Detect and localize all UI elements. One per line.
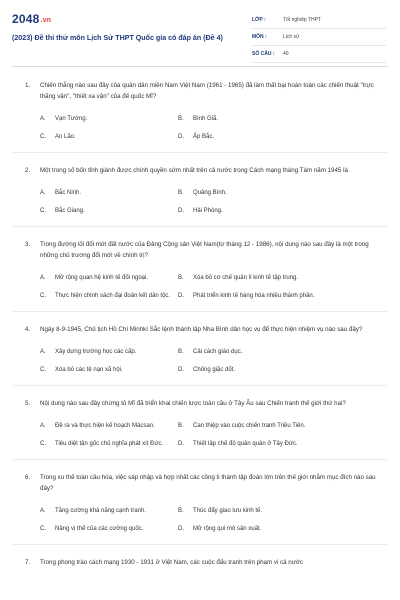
question-divider — [12, 152, 388, 153]
option-text: Tiêu diệt tận gốc chủ nghĩa phát xít Đức. — [55, 441, 164, 447]
question-number: 1. — [25, 82, 31, 89]
question-number: 5. — [25, 400, 31, 407]
question-text: Trong phong trào cách mạng 1930 - 1931 ở Việt Nam, các cuộc đấu tranh trên phạm vi cả nước — [40, 559, 303, 566]
answer-options — [0, 184, 400, 220]
option-text: Tăng cường khả năng cạnh tranh. — [55, 508, 147, 514]
answer-option[interactable] — [0, 361, 172, 379]
question-item — [0, 324, 400, 386]
question-item — [0, 80, 400, 153]
option-text: Xây dựng trường học các cấp. — [55, 349, 137, 355]
question-number: 2. — [25, 167, 31, 174]
option-letter: B. — [178, 275, 184, 281]
answer-option[interactable] — [0, 520, 172, 538]
meta-key: SỐ CÂU : — [252, 51, 275, 57]
option-letter: D. — [178, 441, 184, 447]
answer-option[interactable] — [172, 110, 344, 128]
question-stem — [0, 80, 400, 102]
answer-option[interactable] — [0, 502, 172, 520]
answer-option[interactable] — [172, 417, 344, 435]
option-letter: D. — [178, 293, 184, 299]
question-item — [0, 165, 400, 227]
meta-key: LỚP : — [252, 17, 266, 23]
meta-key: MÔN : — [252, 34, 267, 40]
site-logo[interactable] — [12, 12, 51, 26]
answer-options — [0, 110, 400, 146]
option-text: Đề ra và thực hiện kế hoạch Mácsan. — [55, 423, 155, 429]
answer-option[interactable] — [172, 202, 344, 220]
option-letter: C. — [40, 441, 46, 447]
option-text: Xóa bỏ cơ chế quản lí kinh tế tập trung. — [193, 275, 299, 281]
option-text: Mở rộng quan hệ kinh tế đối ngoại. — [55, 275, 148, 281]
answer-option[interactable] — [0, 343, 172, 361]
option-letter: C. — [40, 367, 46, 373]
option-letter: B. — [178, 423, 184, 429]
option-letter: B. — [178, 116, 184, 122]
question-text: Chiến thắng nào sau đây của quân dân miền Nam Việt Nam (1961 - 1965) đã làm thất bại hoàn toàn các chiến thuật "trực thăng vận", "thiết xa vận" của đế quốc Mĩ? — [40, 82, 374, 100]
option-text: Chống giặc dốt. — [193, 367, 236, 373]
question-list — [0, 80, 400, 580]
answer-option[interactable] — [172, 184, 344, 202]
option-letter: D. — [178, 134, 184, 140]
option-letter: B. — [178, 349, 184, 355]
option-letter: B. — [178, 508, 184, 514]
option-text: Bắc Giang. — [55, 208, 85, 214]
question-stem — [0, 324, 400, 335]
option-letter: A. — [40, 275, 46, 281]
page-title: (2023) Đề thi thử môn Lịch Sử THPT Quốc gia có đáp án (Đề 4) — [12, 34, 223, 42]
option-letter: C. — [40, 526, 46, 532]
option-text: An Lão. — [55, 134, 76, 140]
option-text: Bắc Ninh. — [55, 190, 82, 196]
answer-option[interactable] — [0, 417, 172, 435]
question-divider — [12, 459, 388, 460]
question-text: Trong xu thế toàn cầu hóa, việc sáp nhập và hợp nhất các công ti thành tập đoàn lớn trên thế giới nhằm mục đích nào sau đây? — [40, 474, 376, 492]
meta-value: 40 — [283, 51, 289, 57]
option-letter: A. — [40, 423, 46, 429]
question-item — [0, 472, 400, 545]
question-item — [0, 239, 400, 312]
logo-text: 2048 — [12, 12, 40, 26]
option-text: Bình Giã. — [193, 116, 219, 122]
question-stem — [0, 165, 400, 176]
answer-option[interactable] — [172, 361, 344, 379]
question-text: Nội dung nào sau đây chứng tỏ Mĩ đã triển khai chiến lược toàn cầu ở Tây Âu sau Chiến tranh thế giới thứ hai? — [40, 400, 346, 407]
meta-value: Tốt nghiệp THPT — [283, 17, 321, 23]
meta-row-class — [252, 12, 386, 29]
option-text: Mở rộng qui mô sản xuất. — [193, 526, 262, 532]
option-text: Ấp Bắc. — [193, 134, 215, 140]
question-divider — [12, 544, 388, 545]
option-letter: D. — [178, 367, 184, 373]
option-letter: C. — [40, 293, 46, 299]
option-text: Thúc đẩy giao lưu kinh tế. — [193, 508, 263, 514]
question-item — [0, 398, 400, 460]
question-divider — [12, 385, 388, 386]
option-letter: A. — [40, 116, 46, 122]
option-text: Nâng vị thế của các cường quốc. — [55, 526, 144, 532]
question-text: Một trong số bốn tỉnh giành được chính quyền sớm nhất trên cả nước trong Cách mạng tháng Tám năm 1945 là — [40, 167, 348, 174]
question-divider — [12, 226, 388, 227]
header-divider — [12, 66, 388, 67]
option-text: Xóa bỏ các tệ nạn xã hội. — [55, 367, 123, 373]
option-letter: C. — [40, 134, 46, 140]
option-letter: A. — [40, 349, 46, 355]
answer-option[interactable] — [0, 128, 172, 146]
answer-option[interactable] — [0, 184, 172, 202]
meta-value: Lịch sử — [283, 34, 300, 40]
answer-option[interactable] — [0, 202, 172, 220]
option-text: Hải Phòng. — [193, 208, 223, 214]
question-stem — [0, 398, 400, 409]
answer-option[interactable] — [172, 520, 344, 538]
option-letter: A. — [40, 190, 46, 196]
option-letter: B. — [178, 190, 184, 196]
answer-option[interactable] — [0, 110, 172, 128]
option-text: Can thiệp vào cuộc chiến tranh Triều Tiên. — [193, 423, 306, 429]
option-text: Vạn Tường. — [55, 116, 88, 122]
option-letter: D. — [178, 526, 184, 532]
question-number: 7. — [25, 559, 31, 566]
answer-options — [0, 502, 400, 538]
question-number: 3. — [25, 241, 31, 248]
answer-option[interactable] — [172, 269, 344, 287]
question-text: Trong đường lối đổi mới đất nước của Đảng Cộng sản Việt Nam(từ tháng 12 - 1986), nội dung nào sau đây là một trong những chủ trương đổi mới về chính trị? — [40, 241, 369, 259]
page-header — [0, 0, 400, 62]
meta-row-count — [252, 46, 386, 63]
answer-option[interactable] — [172, 502, 344, 520]
option-text: Phát triển kinh tế hàng hóa nhiều thành phần. — [193, 293, 315, 299]
option-text: Cải cách giáo dục. — [193, 349, 243, 355]
answer-option[interactable] — [172, 435, 344, 453]
logo-suffix: .vn — [40, 17, 52, 24]
option-letter: D. — [178, 208, 184, 214]
question-number: 4. — [25, 326, 31, 333]
answer-option[interactable] — [172, 128, 344, 146]
question-stem — [0, 239, 400, 261]
option-text: Thực hiện chính sách đại đoàn kết dân tộc. — [55, 293, 171, 299]
answer-option[interactable] — [0, 435, 172, 453]
answer-option[interactable] — [172, 343, 344, 361]
question-item — [0, 557, 400, 568]
answer-options — [0, 269, 400, 305]
question-text: Ngày 8-9-1945, Chủ tịch Hồ Chí Minhkí Sắc lệnh thành lập Nha Bình dân học vụ để thực hiện nhiệm vụ nào sau đây? — [40, 326, 363, 333]
exam-meta-table — [252, 12, 386, 63]
answer-option[interactable] — [172, 287, 344, 305]
option-text: Quảng Bình. — [193, 190, 227, 196]
question-divider — [12, 311, 388, 312]
option-text: Thiết lập chế độ quân quản ở Tây Đức. — [193, 441, 298, 447]
question-stem — [0, 472, 400, 494]
option-letter: A. — [40, 508, 46, 514]
answer-option[interactable] — [0, 287, 172, 305]
answer-options — [0, 417, 400, 453]
question-stem — [0, 557, 400, 568]
meta-row-subject — [252, 29, 386, 46]
answer-options — [0, 343, 400, 379]
answer-option[interactable] — [0, 269, 172, 287]
option-letter: C. — [40, 208, 46, 214]
question-number: 6. — [25, 474, 31, 481]
